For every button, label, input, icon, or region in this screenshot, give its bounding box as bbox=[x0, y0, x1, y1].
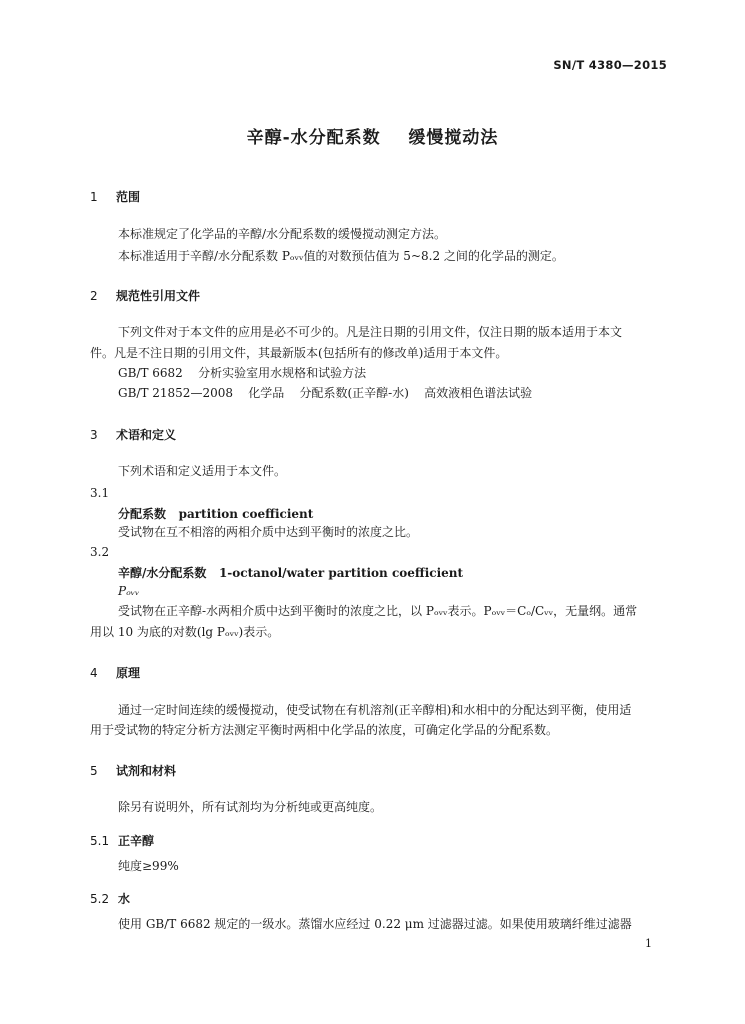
page-number: 1 bbox=[645, 937, 652, 950]
section-5-heading bbox=[90, 762, 176, 779]
paragraph-line: 用于受试物的特定分析方法测定平衡时两相中化学品的浓度，可确定化学品的分配系数。 bbox=[90, 723, 559, 737]
section-title: 术语和定义 bbox=[116, 428, 177, 442]
term-en: partition coefficient bbox=[178, 507, 314, 521]
paragraph-line: 除另有说明外，所有试剂均为分析纯或更高纯度。 bbox=[118, 800, 383, 814]
term-en: 1-octanol/water partition coefficient bbox=[218, 566, 464, 580]
document-title: 辛醇-水分配系数 缓慢搅动法 bbox=[246, 128, 499, 148]
standard-code: SN/T 4380—2015 bbox=[553, 58, 667, 72]
section-number: 3 bbox=[90, 428, 98, 442]
reference-line: GB/T 6682 分析实验室用水规格和试验方法 bbox=[118, 366, 367, 380]
term-definition: 受试物在互不相溶的两相介质中达到平衡时的浓度之比。 bbox=[118, 525, 419, 539]
section-4-heading bbox=[90, 664, 140, 681]
section-number: 5 bbox=[90, 764, 98, 778]
paragraph-line: 本标准适用于辛醇/水分配系数 Pₒᵥᵥ值的对数预估值为 5~8.2 之间的化学品的测定。 bbox=[118, 249, 564, 263]
section-number: 4 bbox=[90, 666, 98, 680]
subsection-5-2-heading bbox=[90, 890, 130, 907]
section-title: 范围 bbox=[116, 190, 141, 204]
section-1-heading bbox=[90, 188, 140, 205]
paragraph-line: 本标准规定了化学品的辛醇/水分配系数的缓慢搅动测定方法。 bbox=[118, 227, 447, 241]
subsection-title: 水 bbox=[118, 892, 131, 906]
term-definition: 受试物在正辛醇-水两相介质中达到平衡时的浓度之比，以 Pₒᵥᵥ表示。Pₒᵥᵥ＝Cₒ/Cᵥᵥ，无量纲。通常 bbox=[118, 604, 638, 618]
term-number: 3.1 bbox=[90, 486, 110, 500]
term-zh: 分配系数 bbox=[118, 507, 167, 521]
paragraph-line: 件。凡是不注日期的引用文件，其最新版本(包括所有的修改单)适用于本文件。 bbox=[90, 346, 508, 360]
term-symbol: Pₒᵥᵥ bbox=[118, 584, 140, 598]
term-number: 3.2 bbox=[90, 545, 110, 559]
section-title: 试剂和材料 bbox=[116, 764, 177, 778]
subsection-title: 正辛醇 bbox=[118, 834, 155, 848]
reference-line: GB/T 21852—2008 化学品 分配系数(正辛醇-水) 高效液相色谱法试验 bbox=[118, 386, 533, 400]
paragraph-line: 通过一定时间连续的缓慢搅动，使受试物在有机溶剂(正辛醇相)和水相中的分配达到平衡，使用适 bbox=[118, 703, 632, 717]
section-3-heading bbox=[90, 426, 176, 443]
subsection-number: 5.1 bbox=[90, 834, 110, 848]
section-number: 1 bbox=[90, 190, 98, 204]
section-title: 规范性引用文件 bbox=[116, 289, 201, 303]
term-heading bbox=[118, 564, 463, 581]
section-2-heading bbox=[90, 287, 200, 304]
paragraph-line: 下列术语和定义适用于本文件。 bbox=[118, 464, 287, 478]
paragraph-line: 纯度≥99% bbox=[118, 859, 179, 873]
term-heading bbox=[118, 505, 313, 522]
subsection-5-1-heading bbox=[90, 832, 154, 849]
term-definition: 用以 10 为底的对数(lg Pₒᵥᵥ)表示。 bbox=[90, 625, 280, 639]
subsection-number: 5.2 bbox=[90, 892, 110, 906]
term-zh: 辛醇/水分配系数 bbox=[118, 566, 207, 580]
paragraph-line: 下列文件对于本文件的应用是必不可少的。凡是注日期的引用文件，仅注日期的版本适用于本文 bbox=[118, 325, 623, 339]
section-number: 2 bbox=[90, 289, 98, 303]
paragraph-line: 使用 GB/T 6682 规定的一级水。蒸馏水应经过 0.22 μm 过滤器过滤。如果使用玻璃纤维过滤器 bbox=[118, 917, 632, 931]
section-title: 原理 bbox=[116, 666, 141, 680]
